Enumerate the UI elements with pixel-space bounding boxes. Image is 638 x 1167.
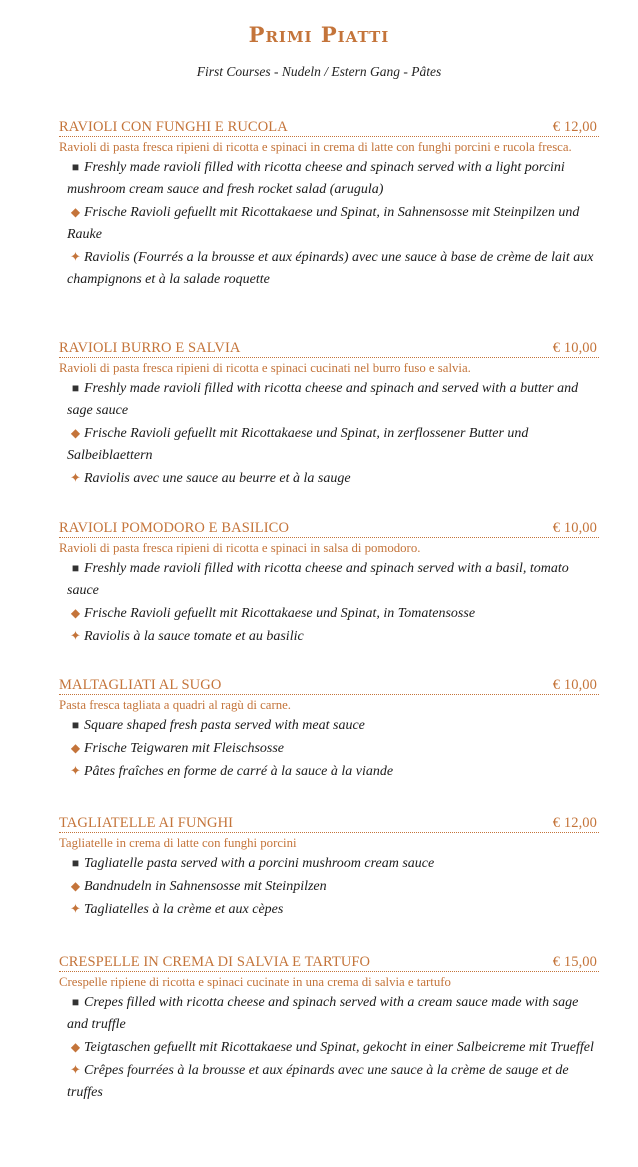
star-bullet-icon: ✦	[70, 249, 81, 264]
dish-name: TAGLIATELLE AI FUNGHI	[59, 815, 234, 831]
square-bullet-icon: ■	[71, 381, 80, 395]
dish-name: RAVIOLI CON FUNGHI E RUCOLA	[59, 119, 288, 135]
square-bullet-icon: ■	[71, 160, 80, 174]
dish-german-description: ◆ Frische Ravioli gefuellt mit Ricottakaese und Spinat, in zerflossener Butter und Salbeiblaettern	[59, 422, 599, 467]
dish-price: € 10,00	[552, 340, 597, 356]
dish-italian-description: Ravioli di pasta fresca ripieni di ricotta e spinaci cucinati nel burro fuso e salvia.	[59, 361, 471, 375]
star-bullet-icon: ✦	[70, 470, 81, 485]
page-title: Primi Piatti	[248, 22, 390, 47]
dish-item	[59, 953, 599, 1104]
diamond-bullet-icon: ◆	[70, 205, 81, 219]
dish-english-description: ■ Square shaped fresh pasta served with meat sauce	[59, 714, 599, 737]
page-subtitle: First Courses - Nudeln / Estern Gang - Pâtes	[196, 64, 442, 79]
dish-item	[59, 676, 599, 783]
dish-header	[59, 953, 599, 972]
dish-french-description: ✦ Raviolis avec une sauce au beurre et à la sauge	[59, 467, 599, 490]
square-bullet-icon: ■	[71, 856, 80, 870]
dish-item	[59, 118, 599, 291]
dish-header	[59, 814, 599, 833]
dish-german-description: ◆ Frische Ravioli gefuellt mit Ricottakaese und Spinat, in Sahnensosse mit Steinpilzen und Rauke	[59, 201, 599, 246]
star-bullet-icon: ✦	[70, 1062, 81, 1077]
dish-italian-description: Ravioli di pasta fresca ripieni di ricotta e spinaci in crema di latte con funghi porcini e rucola fresca.	[59, 140, 572, 154]
dish-name: CRESPELLE IN CREMA DI SALVIA E TARTUFO	[59, 954, 371, 970]
diamond-bullet-icon: ◆	[70, 606, 81, 620]
dish-header	[59, 676, 599, 695]
square-bullet-icon: ■	[71, 995, 80, 1009]
dish-header	[59, 339, 599, 358]
star-bullet-icon: ✦	[70, 901, 81, 916]
dish-name: RAVIOLI POMODORO E BASILICO	[59, 520, 290, 536]
diamond-bullet-icon: ◆	[70, 1040, 81, 1054]
dish-header	[59, 118, 599, 137]
dish-english-description: ■ Freshly made ravioli filled with ricotta cheese and spinach served with a basil, tomato sauce	[59, 557, 599, 602]
dish-price: € 10,00	[552, 677, 597, 693]
dish-french-description: ✦ Raviolis à la sauce tomate et au basilic	[59, 625, 599, 648]
star-bullet-icon: ✦	[70, 628, 81, 643]
star-bullet-icon: ✦	[70, 763, 81, 778]
dish-german-description: ◆ Frische Teigwaren mit Fleischsosse	[59, 737, 599, 760]
dish-english-description: ■ Freshly made ravioli filled with ricotta cheese and spinach served with a light porcini mushroom cream sauce and fresh rocket salad (arugula)	[59, 156, 599, 201]
dish-price: € 12,00	[552, 119, 597, 135]
dish-name: MALTAGLIATI AL SUGO	[59, 677, 222, 693]
dish-english-description: ■ Freshly made ravioli filled with ricotta cheese and spinach and served with a butter and sage sauce	[59, 377, 599, 422]
dish-english-description: ■ Crepes filled with ricotta cheese and spinach served with a cream sauce made with sage and truffle	[59, 991, 599, 1036]
dish-german-description: ◆ Teigtaschen gefuellt mit Ricottakaese und Spinat, gekocht in einer Salbeicreme mit Trueffel	[59, 1036, 599, 1059]
dish-french-description: ✦ Pâtes fraîches en forme de carré à la sauce à la viande	[59, 760, 599, 783]
square-bullet-icon: ■	[71, 561, 80, 575]
dish-french-description: ✦ Tagliatelles à la crème et aux cèpes	[59, 898, 599, 921]
dish-item	[59, 519, 599, 648]
dish-italian-description: Ravioli di pasta fresca ripieni di ricotta e spinaci in salsa di pomodoro.	[59, 541, 421, 555]
dish-name: RAVIOLI BURRO E SALVIA	[59, 340, 241, 356]
dish-italian-description: Tagliatelle in crema di latte con funghi porcini	[59, 836, 297, 850]
dish-header	[59, 519, 599, 538]
dish-italian-description: Crespelle ripiene di ricotta e spinaci cucinate in una crema di salvia e tartufo	[59, 975, 451, 989]
diamond-bullet-icon: ◆	[70, 426, 81, 440]
dish-french-description: ✦ Crêpes fourrées à la brousse et aux épinards avec une sauce à la crème de sauge et de truffes	[59, 1059, 599, 1104]
dish-item	[59, 339, 599, 490]
dish-price: € 12,00	[552, 815, 597, 831]
dish-italian-description: Pasta fresca tagliata a quadri al ragù di carne.	[59, 698, 292, 712]
dish-price: € 10,00	[552, 520, 597, 536]
dish-german-description: ◆ Bandnudeln in Sahnensosse mit Steinpilzen	[59, 875, 599, 898]
square-bullet-icon: ■	[71, 718, 80, 732]
dish-french-description: ✦ Raviolis (Fourrés a la brousse et aux épinards) avec une sauce à base de crème de lait aux champignons et à la salade roquette	[59, 246, 599, 291]
dish-german-description: ◆ Frische Ravioli gefuellt mit Ricottakaese und Spinat, in Tomatensosse	[59, 602, 599, 625]
diamond-bullet-icon: ◆	[70, 741, 81, 755]
dish-price: € 15,00	[552, 954, 597, 970]
dish-item	[59, 814, 599, 921]
diamond-bullet-icon: ◆	[70, 879, 81, 893]
dish-english-description: ■ Tagliatelle pasta served with a porcini mushroom cream sauce	[59, 852, 599, 875]
